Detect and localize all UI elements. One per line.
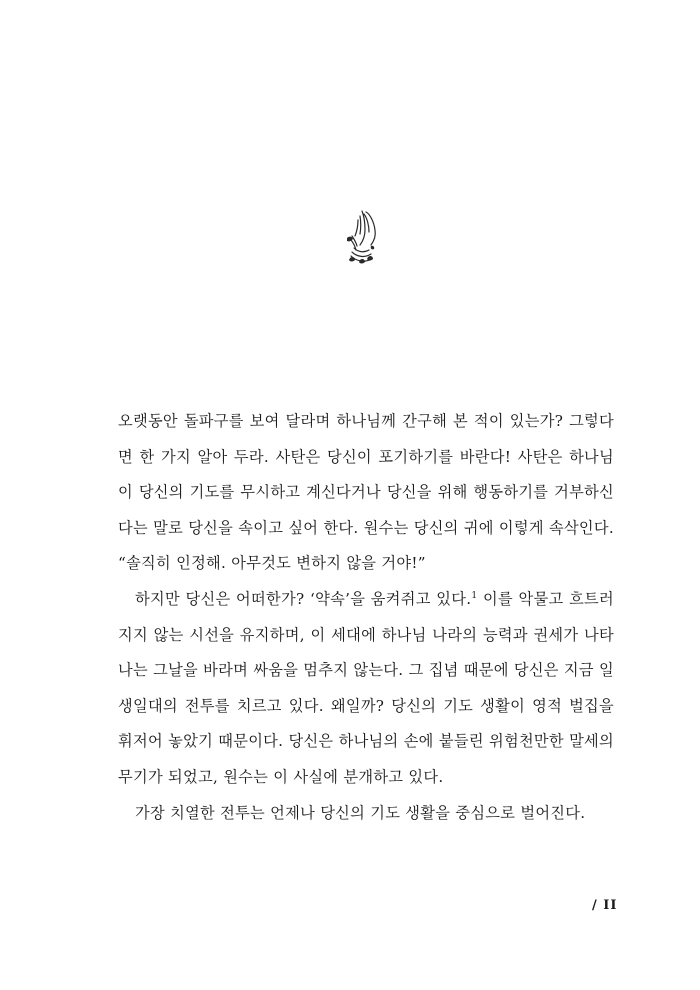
paragraph-2 bbox=[118, 582, 614, 796]
footnote-mark: 1 bbox=[471, 590, 478, 601]
paragraph-1: 오랫동안 돌파구를 보여 달라며 하나님께 간구해 본 적이 있는가? 그렇다면 한 가지 알아 두라. 사탄은 당신이 포기하기를 바란다! 사탄은 하나님이 당신의 기도를 무시하고 계신다거나 당신을 위해 행동하기를 거부하신다는 말로 당신을 속이고 싶어 한다. 원수는 당신의 귀에 이렇게 속삭인다. “솔직히 인정해. 아무것도 변하지 않을 거야!” bbox=[118, 412, 614, 573]
page-number: / II bbox=[592, 898, 618, 913]
paragraph-2-text-after-note: 이를 악물고 흐트러지지 않는 시선을 유지하며, 이 세대에 하나님 나라의 능력과 권세가 나타나는 그날을 바라며 싸움을 멈추지 않는다. 그 집념 때문에 당신은 지금 일생일대의 전투를 치르고 있다. 왜일까? 당신의 기도 생활이 영적 벌집을 휘저어 놓았기 때문이다. 당신은 하나님의 손에 붙들린 위험천만한 말세의 무기가 되었고, 원수는 이 사실에 분개하고 있다. bbox=[118, 589, 615, 786]
paragraph-3: 가장 치열한 전투는 언제나 당신의 기도 생활을 중심으로 벌어진다. bbox=[135, 803, 586, 822]
praying-hands-icon bbox=[338, 208, 388, 266]
paragraph-2-text-before-note: 하지만 당신은 어떠한가? ‘약속’을 움켜쥐고 있다. bbox=[135, 589, 472, 608]
body-text bbox=[118, 404, 614, 831]
